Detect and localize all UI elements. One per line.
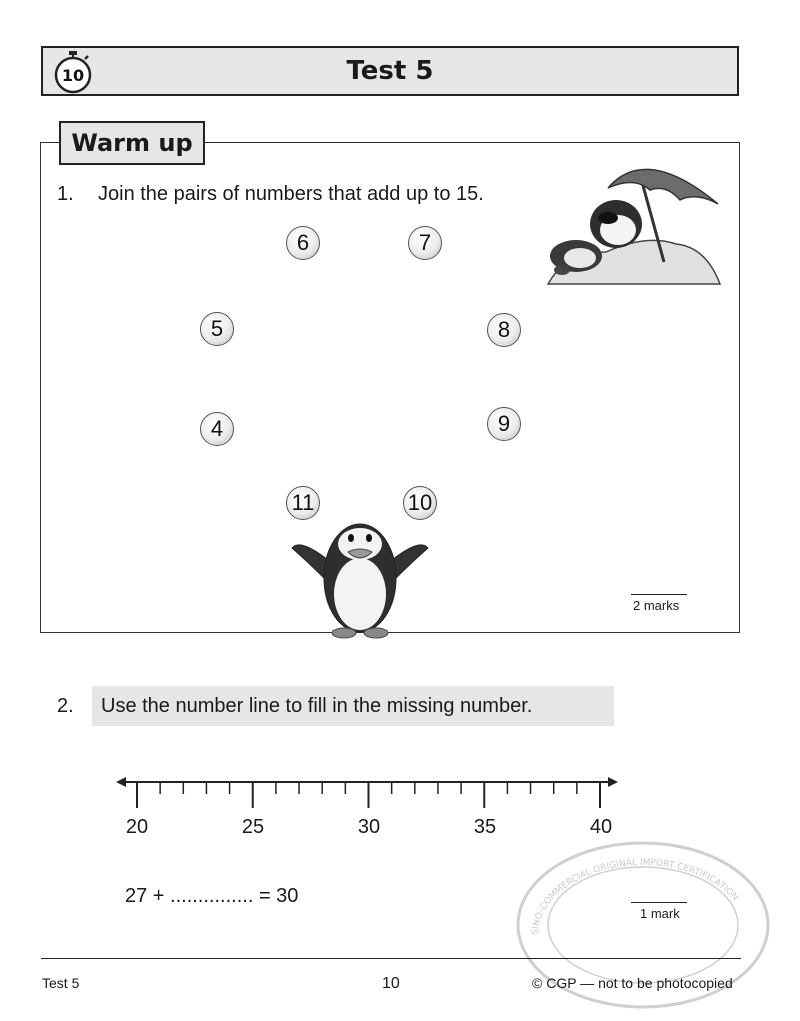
question-1-marks: 2 marks <box>633 598 680 613</box>
footer-test-label: Test 5 <box>42 975 80 991</box>
marks-line <box>631 594 687 595</box>
warmup-label: Warm up <box>59 121 205 165</box>
footer-copyright: © CGP — not to be photocopied <box>532 975 733 991</box>
number-line-label: 40 <box>589 816 613 838</box>
number-line-label: 20 <box>125 816 149 838</box>
number-coin[interactable]: 6 <box>286 226 320 260</box>
number-line-label: 25 <box>241 816 265 838</box>
question-2-equation[interactable]: 27 + ............... = 30 <box>125 885 299 907</box>
number-line-label: 35 <box>473 816 497 838</box>
number-coin[interactable]: 4 <box>200 412 234 446</box>
footer-divider <box>41 958 741 959</box>
penguin-umbrella-illustration <box>546 152 724 286</box>
number-coin[interactable]: 7 <box>408 226 442 260</box>
svg-text:10: 10 <box>61 66 85 85</box>
left-arrow-icon <box>116 777 126 787</box>
right-arrow-icon <box>608 777 618 787</box>
page-number: 10 <box>382 975 400 992</box>
number-coin[interactable]: 8 <box>487 313 521 347</box>
number-coin[interactable]: 10 <box>403 486 437 520</box>
test-header <box>41 46 739 96</box>
number-line <box>110 770 630 820</box>
number-coin[interactable]: 5 <box>200 312 234 346</box>
page-title: Test 5 <box>346 56 434 86</box>
question-2-number: 2. <box>57 695 74 717</box>
question-1-text: Join the pairs of numbers that add up to 15. <box>98 183 484 205</box>
juggling-penguin-illustration <box>290 508 430 642</box>
number-line-label: 30 <box>357 816 381 838</box>
svg-text:SINO-COMMERCIAL ORIGINAL IMPOR: SINO-COMMERCIAL ORIGINAL IMPORT CERTIFICATION <box>530 857 740 936</box>
number-coin[interactable]: 11 <box>286 486 320 520</box>
number-coin[interactable]: 9 <box>487 407 521 441</box>
question-2-marks: 1 mark <box>640 906 680 921</box>
question-1-number: 1. <box>57 183 74 205</box>
question-2-text: Use the number line to fill in the missing number. <box>101 695 533 717</box>
